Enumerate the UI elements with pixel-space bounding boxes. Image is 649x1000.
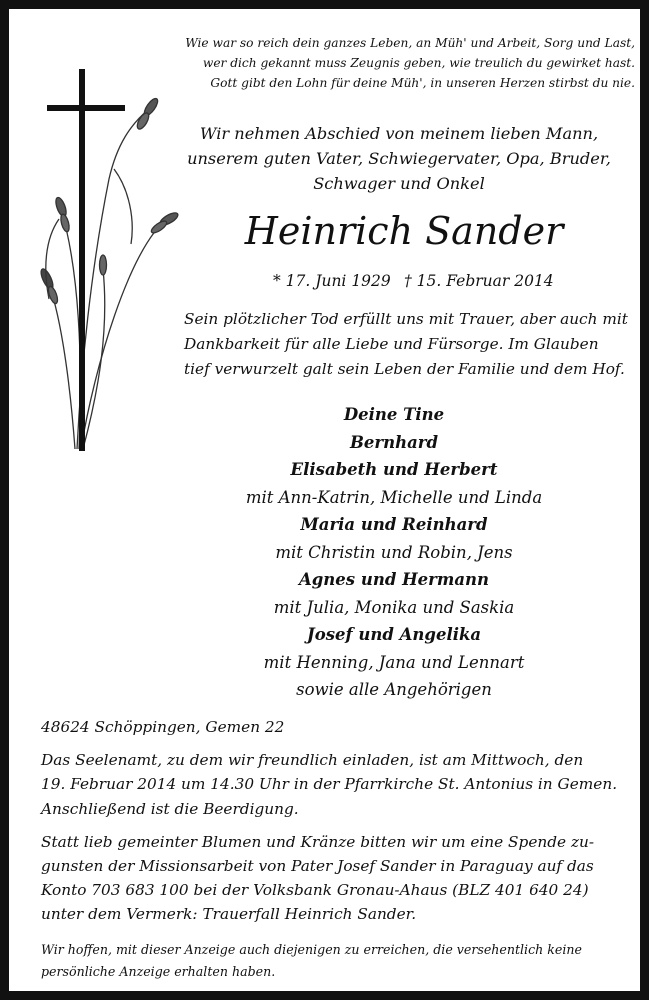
poem-line: Wie war so reich dein ganzes Leben, an Müh' und Arbeit, Sorg und Last,: [185, 36, 635, 50]
family-line: mit Christin und Robin, Jens: [275, 542, 513, 562]
farewell-intro: [169, 121, 629, 196]
intro-line: Schwager und Onkel: [313, 174, 485, 193]
family-line: mit Ann-Katrin, Michelle und Linda: [245, 487, 543, 507]
deceased-name: Heinrich Sander: [244, 209, 564, 253]
poem-line: wer dich gekannt muss Zeugnis geben, wie treulich du gewirket hast.: [202, 56, 635, 70]
address: 48624 Schöppingen, Gemen 22: [41, 718, 285, 736]
intro-line: Wir nehmen Abschied von meinem lieben Mann,: [199, 124, 599, 143]
service-line: Anschließend ist die Beerdigung.: [41, 799, 299, 818]
tribute-line: Sein plötzlicher Tod erfüllt uns mit Trauer, aber auch mit: [184, 310, 628, 328]
wheat-icon: [39, 97, 180, 449]
family-list: [119, 401, 649, 704]
footer-info: [41, 715, 627, 927]
family-line: Bernhard: [349, 432, 439, 452]
family-line: mit Henning, Jana und Lennart: [263, 652, 525, 672]
cross-icon: [47, 69, 125, 451]
donation-line: gunsten der Missionsarbeit von Pater Josef Sander in Paraguay auf das: [41, 856, 594, 875]
note-line: persönliche Anzeige erhalten haben.: [41, 964, 276, 979]
intro-line: unserem guten Vater, Schwiegervater, Opa, Bruder,: [187, 149, 611, 168]
service-line: Das Seelenamt, zu dem wir freundlich einladen, ist am Mittwoch, den: [41, 751, 584, 770]
tribute-text: [184, 307, 636, 382]
tribute-line: tief verwurzelt galt sein Leben der Familie und dem Hof.: [184, 360, 625, 378]
birth-date: * 17. Juni 1929: [273, 272, 391, 290]
tribute-line: Dankbarkeit für alle Liebe und Fürsorge. Im Glauben: [184, 335, 599, 353]
family-line: mit Julia, Monika und Saskia: [273, 597, 515, 617]
donation-line: unter dem Vermerk: Trauerfall Heinrich Sander.: [41, 905, 417, 924]
family-line: Josef und Angelika: [306, 625, 482, 644]
death-date: † 15. Februar 2014: [404, 272, 554, 290]
donation-line: Konto 703 683 100 bei der Volksbank Gronau-Ahaus (BLZ 401 640 24): [41, 881, 589, 900]
note-line: Wir hoffen, mit dieser Anzeige auch diejenigen zu erreichen, die versehentlich keine: [41, 942, 582, 957]
closing-note: [41, 939, 627, 983]
family-line: Elisabeth und Herbert: [290, 460, 498, 479]
family-line: Maria und Reinhard: [300, 515, 488, 534]
family-line: sowie alle Angehörigen: [296, 680, 492, 699]
family-line: Deine Tine: [343, 405, 445, 424]
donation-line: Statt lieb gemeinter Blumen und Kränze bitten wir um eine Spende zu-: [41, 832, 595, 851]
poem-line: Gott gibt den Lohn für deine Müh', in unseren Herzen stirbst du nie.: [210, 76, 635, 90]
service-line: 19. Februar 2014 um 14.30 Uhr in der Pfarrkirche St. Antonius in Gemen.: [41, 775, 618, 794]
family-line: Agnes und Hermann: [298, 570, 490, 589]
